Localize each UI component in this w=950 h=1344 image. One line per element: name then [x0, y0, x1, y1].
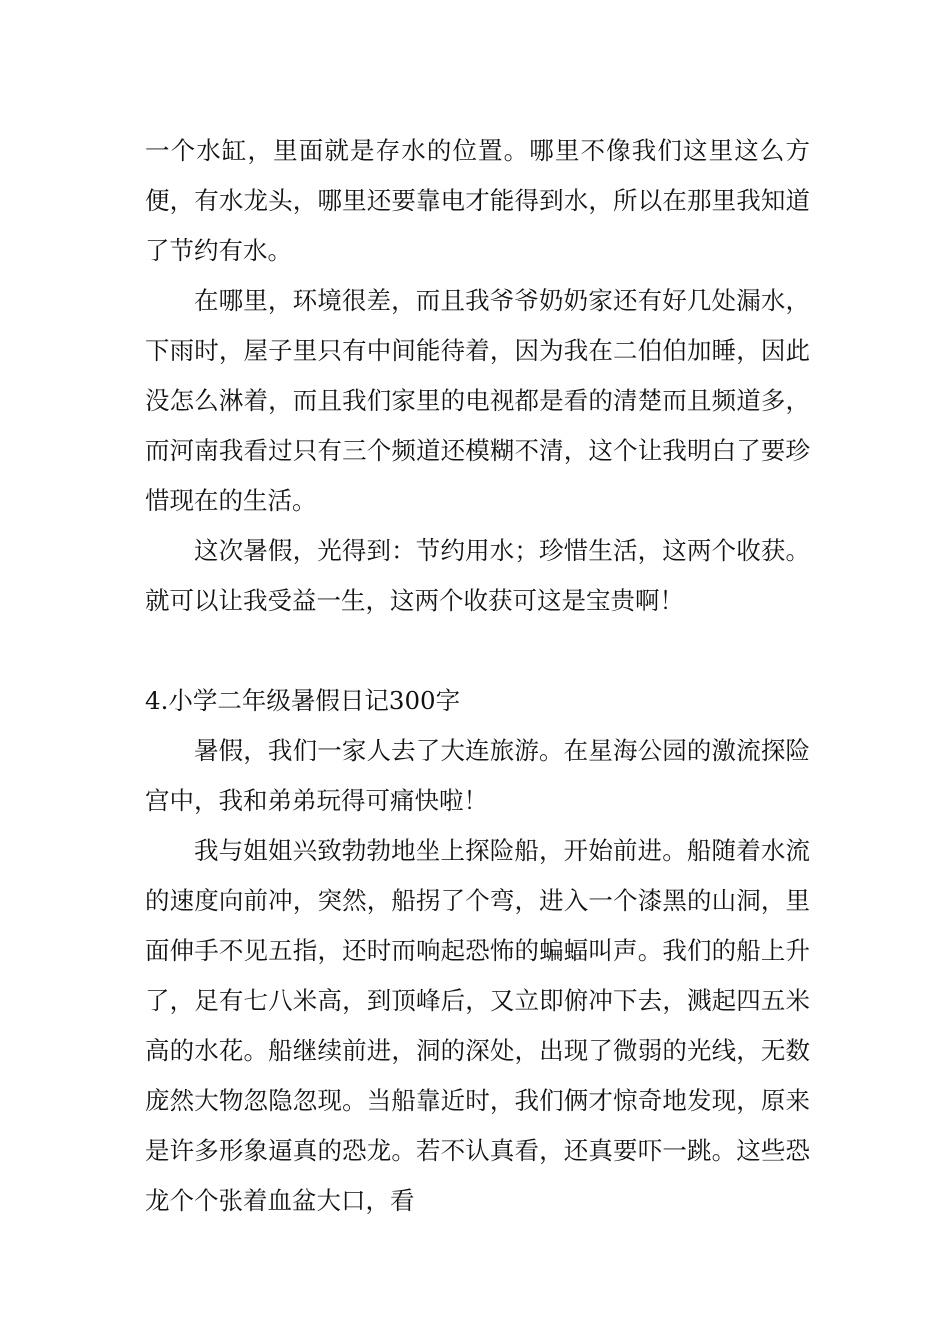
paragraph-summer-gains: 这次暑假，光得到：节约用水；珍惜生活，这两个收获。就可以让我受益一生，这两个收获可这是宝贵啊！ — [145, 536, 810, 615]
section-heading: 4.小学二年级暑假日记300字 — [145, 686, 461, 715]
section-spacer — [145, 626, 810, 676]
document-body — [145, 126, 810, 1226]
paragraph-adventure-boat: 我与姐姐兴致勃勃地坐上探险船，开始前进。船随着水流的速度向前冲，突然，船拐了个弯，进入一个漆黑的山洞，里面伸手不见五指，还时而响起恐怖的蝙蝠叫声。我们的船上升了，足有七八米高，到顶峰后，又立即俯冲下去，溅起四五米高的水花。船继续前进，洞的深处，出现了微弱的光线，无数庞然大物忽隐忽现。当船靠近时，我们俩才惊奇地发现，原来是许多形象逼真的恐龙。若不认真看，还真要吓一跳。这些恐龙个个张着血盆大口，看 — [145, 836, 810, 1215]
paragraph-water-tank: 一个水缸，里面就是存水的位置。哪里不像我们这里这么方便，有水龙头，哪里还要靠电才能得到水，所以在那里我知道了节约有水。 — [145, 136, 810, 265]
paragraph-environment: 在哪里，环境很差，而且我爷爷奶奶家还有好几处漏水，下雨时，屋子里只有中间能待着，因为我在二伯伯加睡，因此没怎么淋着，而且我们家里的电视都是看的清楚而且频道多，而河南我看过只有三个频道还模糊不清，这个让我明白了要珍惜现在的生活。 — [145, 286, 810, 515]
paragraph-dalian-trip: 暑假，我们一家人去了大连旅游。在星海公园的激流探险宫中，我和弟弟玩得可痛快啦！ — [145, 736, 810, 815]
